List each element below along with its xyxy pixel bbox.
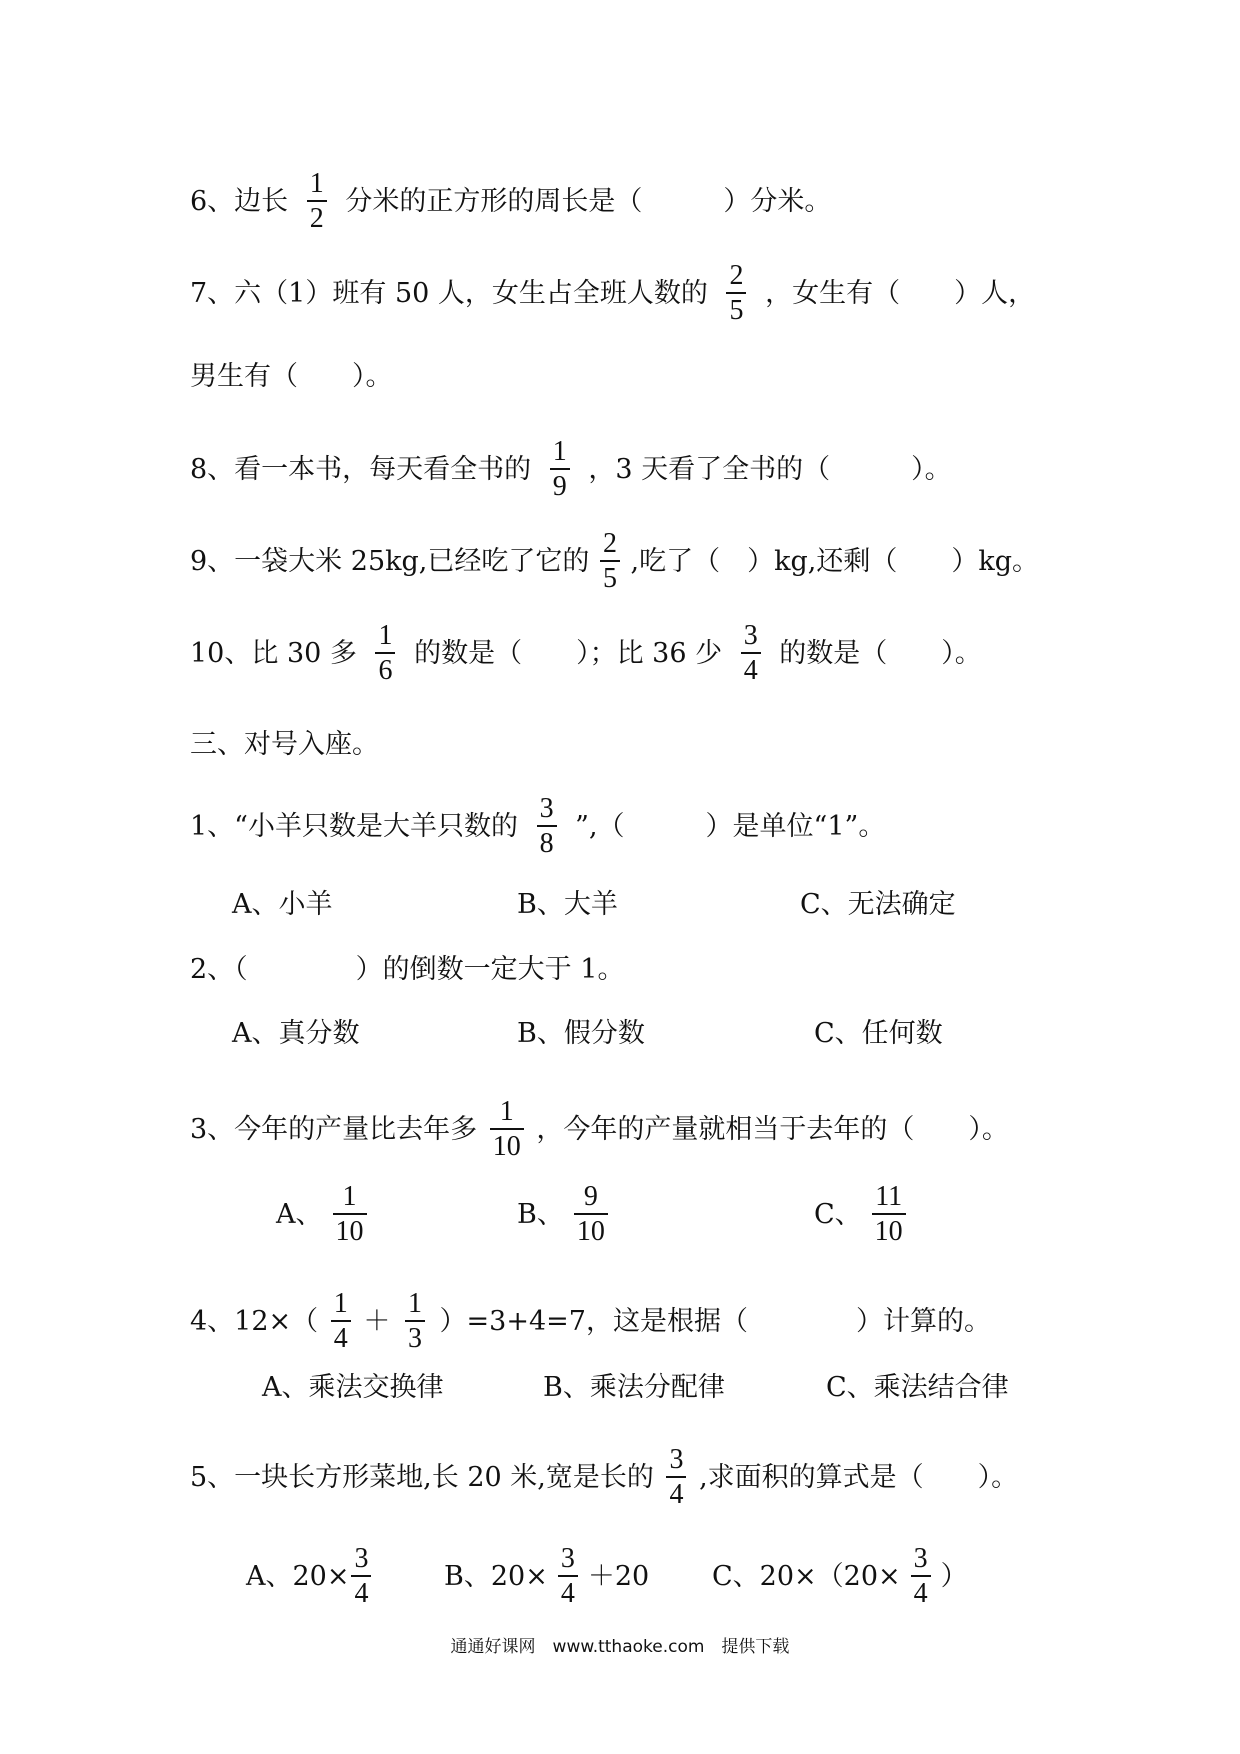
option-text: ）: [940, 1561, 968, 1592]
option-label: C、20×（20×: [712, 1561, 901, 1592]
fraction: $\frac{3}{4}$: [666, 1446, 686, 1509]
s3-text-2: ，今年的产量就相当于去年的（ ）。: [536, 1114, 1009, 1145]
question-9: [190, 530, 1160, 593]
option-a: [276, 1183, 377, 1246]
s5-text-2: ,求面积的算式是（ ）。: [699, 1462, 1019, 1493]
q10-text-3: 的数是（ ）。: [779, 638, 982, 669]
q7-text: 7、六（1）班有 50 人，女生占全班人数的: [190, 278, 708, 309]
option-label: C、: [814, 1199, 862, 1230]
fraction: $\frac{2}{5}$: [600, 530, 620, 593]
fraction: $\frac{1}{2}$: [307, 170, 327, 233]
q8-text-2: ，3 天看了全书的（ ）。: [588, 454, 952, 485]
choice-question-5: [190, 1446, 1160, 1509]
option-c: [814, 1183, 916, 1246]
option-c: C、乘法结合律: [826, 1372, 1009, 1403]
option-b: B、假分数: [517, 1018, 645, 1049]
option-b: B、乘法分配律: [543, 1372, 725, 1403]
option-c: C、任何数: [814, 1018, 943, 1049]
fraction: $\frac{3}{4}$: [741, 622, 761, 685]
s3-text: 3、今年的产量比去年多: [190, 1114, 478, 1145]
option-label: A、20×: [246, 1561, 350, 1592]
choice-question-1: [190, 795, 1160, 858]
choice-question-2: [190, 955, 1160, 983]
q8-text: 8、看一本书，每天看全书的: [190, 454, 532, 485]
q9-text: 9、一袋大米 25kg,已经吃了它的: [190, 546, 590, 577]
fraction: $\frac{1}{10}$: [333, 1183, 367, 1246]
question-8: [190, 438, 1160, 501]
option-label: A、: [276, 1199, 323, 1230]
option-b: [444, 1545, 649, 1608]
fraction: $\frac{1}{4}$: [331, 1290, 351, 1353]
question-10: [190, 622, 1160, 685]
fraction: $\frac{3}{4}$: [351, 1545, 371, 1608]
fraction: $\frac{3}{4}$: [558, 1545, 578, 1608]
q10-text: 10、比 30 多: [190, 638, 357, 669]
s1-text: 1、“小羊只数是大羊只数的: [190, 811, 518, 842]
q7-text-2: ，女生有（ ）人，: [765, 278, 1036, 309]
option-c: [712, 1545, 968, 1608]
option-c: C、无法确定: [800, 889, 956, 920]
s5-text: 5、一块长方形菜地,长 20 米,宽是长的: [190, 1462, 654, 1493]
fraction: $\frac{9}{10}$: [574, 1183, 608, 1246]
q7-text-3: 男生有（ ）。: [190, 361, 393, 392]
question-7: [190, 262, 1160, 325]
option-a: [246, 1545, 373, 1608]
question-7-line-2: [190, 362, 1160, 390]
footer-credit: 通通好课网 www.tthaoke.com 提供下载: [450, 1637, 790, 1657]
s2-text: 2、（ ）的倒数一定大于 1。: [190, 954, 625, 985]
option-b: [517, 1183, 618, 1246]
fraction: $\frac{1}{10}$: [490, 1098, 524, 1161]
option-text: ＋20: [587, 1561, 650, 1592]
section-title: 三、对号入座。: [190, 729, 379, 760]
choice-question-3: [190, 1098, 1160, 1161]
option-a: A、乘法交换律: [262, 1372, 444, 1403]
option-a: A、真分数: [232, 1018, 360, 1049]
s4-text-2: ）=3+4=7，这是根据（ ）计算的。: [439, 1306, 991, 1337]
s1-text-2: ”,（ ）是单位“1”。: [575, 811, 886, 842]
plus-sign: ＋: [363, 1306, 391, 1337]
q6-text: 6、边长: [190, 186, 289, 217]
fraction: $\frac{3}{8}$: [537, 795, 557, 858]
choice-question-4: [190, 1290, 1160, 1353]
option-a: A、小羊: [232, 889, 333, 920]
fraction: $\frac{2}{5}$: [726, 262, 746, 325]
fraction: $\frac{1}{6}$: [375, 622, 395, 685]
fraction: $\frac{1}{9}$: [550, 438, 570, 501]
option-label: B、20×: [444, 1561, 548, 1592]
q10-text-2: 的数是（ ）；比 36 少: [414, 638, 723, 669]
option-label: B、: [517, 1199, 564, 1230]
option-b: B、大羊: [517, 889, 618, 920]
question-6: [190, 170, 1160, 233]
fraction: $\frac{3}{4}$: [911, 1545, 931, 1608]
q9-text-2: ,吃了（ ）kg,还剩（ ）kg。: [630, 546, 1039, 577]
q6-text-2: 分米的正方形的周长是（ ）分米。: [345, 186, 832, 217]
section-heading: [190, 730, 1160, 758]
s4-text: 4、12×（: [190, 1306, 319, 1337]
fraction: $\frac{11}{10}$: [872, 1183, 906, 1246]
fraction: $\frac{1}{3}$: [405, 1290, 425, 1353]
